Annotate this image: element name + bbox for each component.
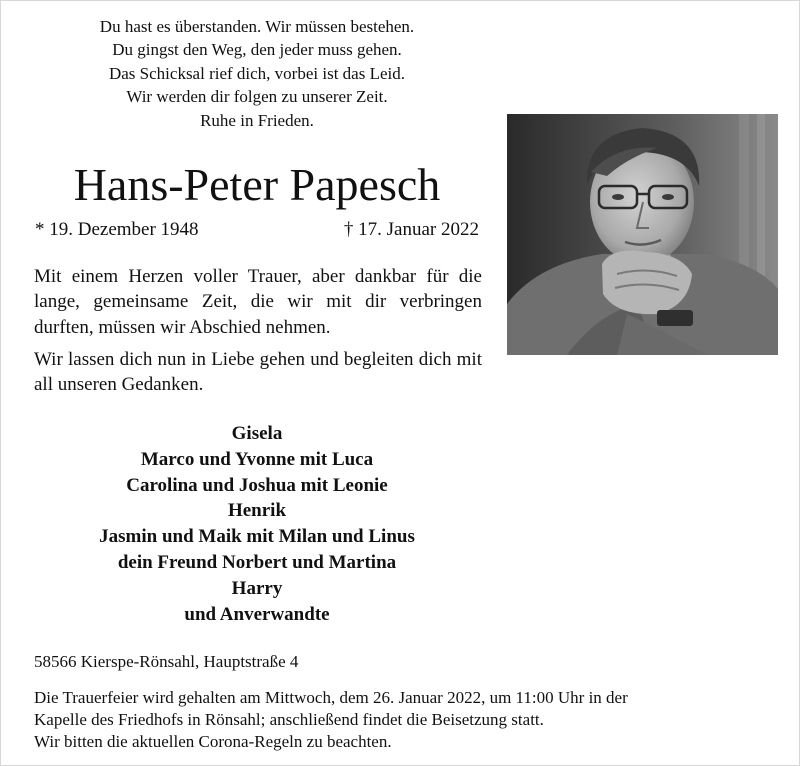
memorial-poem: [31, 15, 483, 132]
service-line: Die Trauerfeier wird gehalten am Mittwoch, dem 26. Januar 2022, um 11:00 Uhr in der: [34, 688, 628, 707]
mourner-name: Marco und Yvonne mit Luca: [140, 448, 374, 470]
mourning-paragraph: Mit einem Herzen voller Trauer, aber dankbar für die lange, gemeinsame Zeit, die wir mit dir verbringen durften, müssen wir Abschied nehmen.: [34, 266, 482, 338]
poem-line: Das Schicksal rief dich, vorbei ist das Leid.: [108, 63, 405, 83]
portrait-illustration: [507, 114, 778, 355]
death-date: † 17. Januar 2022: [343, 219, 479, 240]
portrait-photo: [507, 114, 778, 355]
mourner-name: Harry: [231, 577, 283, 599]
mourners-list: [31, 421, 483, 627]
mourner-name: Henrik: [227, 500, 287, 522]
poem-line: Wir werden dir folgen zu unserer Zeit.: [126, 87, 388, 107]
deceased-name: Hans-Peter Papesch: [73, 159, 441, 210]
poem-line: Du gingst den Weg, den jeder muss gehen.: [112, 40, 402, 60]
funeral-service-info: [34, 687, 774, 753]
service-line: Kapelle des Friedhofs in Rönsahl; anschließend findet die Beisetzung statt.: [34, 710, 544, 729]
mourner-name: Jasmin und Maik mit Milan und Linus: [99, 526, 415, 548]
mourner-name: und Anverwandte: [184, 603, 330, 625]
service-line: Wir bitten die aktuellen Corona-Regeln zu beachten.: [34, 732, 392, 751]
family-address: 58566 Kierspe-Rönsahl, Hauptstraße 4: [34, 652, 299, 671]
farewell-paragraph: Wir lassen dich nun in Liebe gehen und begleiten dich mit all unseren Gedanken.: [34, 349, 482, 396]
mourner-name: Gisela: [231, 423, 283, 444]
poem-line: Du hast es überstanden. Wir müssen bestehen.: [99, 17, 415, 36]
poem-line: Ruhe in Frieden.: [200, 110, 314, 130]
mourner-name: Carolina und Joshua mit Leonie: [126, 474, 388, 496]
birth-date: * 19. Dezember 1948: [35, 219, 199, 240]
mourner-name: dein Freund Norbert und Martina: [117, 551, 397, 573]
